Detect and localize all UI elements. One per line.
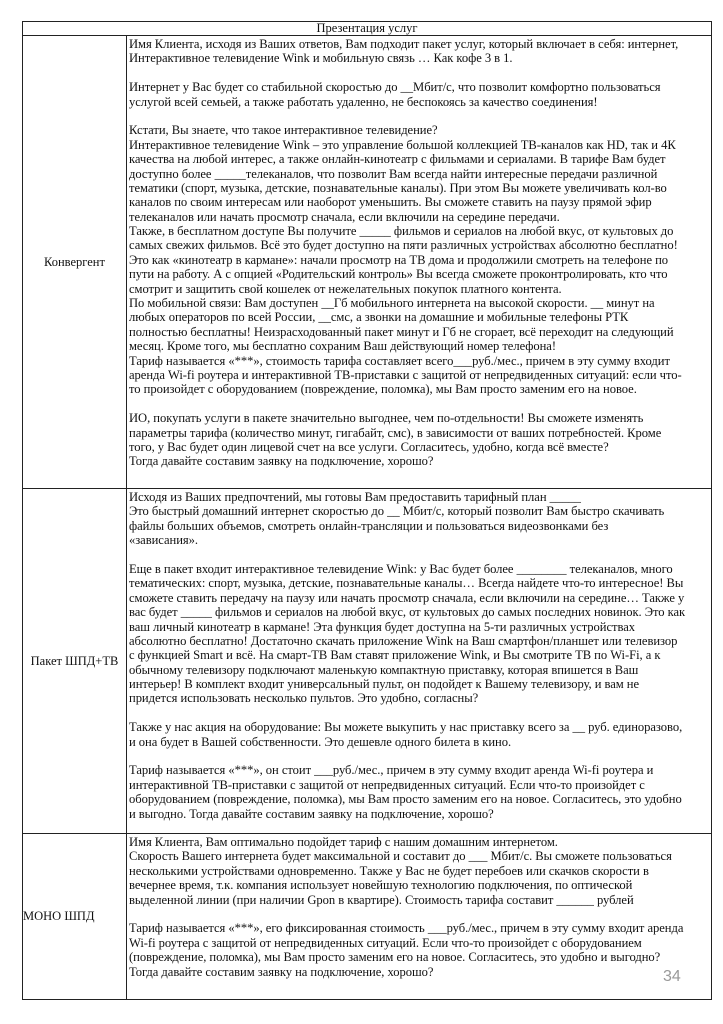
text-line: Имя Клиента, Вам оптимально подойдет тариф с нашим домашним интернетом. xyxy=(129,835,558,849)
text-line: Тариф называется «***», его фиксированная стоимость ___руб./мес., причем в эту сумму входит аренда xyxy=(129,921,684,936)
text-line: самых свежих фильмов. Всё это будет доступно на пяти различных устройствах абсолютно бесплатно! xyxy=(129,238,678,253)
text-line: По мобильной связи: Вам доступен __Гб мобильного интернета на высокой скорости. __ минут на xyxy=(129,296,655,311)
row-label: Пакет ШПД+ТВ xyxy=(23,489,127,834)
text-line: обычному телевизору подключают маленькую компактную приставку, которая впишется в Ваш xyxy=(129,662,639,677)
text-line: Это быстрый домашний интернет скоростью до __ Мбит/с, который позволит Вам быстро скачивать xyxy=(129,504,665,519)
text-line: Интерактивное телевидение Wink и мобильную связь … Как кофе 3 в 1. xyxy=(129,51,513,66)
text-line: Исходя из Ваших предпочтений, мы готовы Вам предоставить тарифный план _____ xyxy=(129,490,581,504)
text-line xyxy=(129,706,711,720)
text-line xyxy=(129,907,711,921)
text-line: каналов по своим интересам или наоборот уменьшить. Вы сможете ставить на паузу прямой эфир xyxy=(129,195,652,210)
text-line: файлы больших объемов, смотреть онлайн-трансляции и пользоваться видеозвонками без xyxy=(129,518,609,533)
table-header: Презентация услуг xyxy=(23,22,712,36)
text-line: и она будет в Вашей собственности. Это дешевле одного билета в кино. xyxy=(129,734,512,749)
text-line: Имя Клиента, исходя из Ваших ответов, Вам подходит пакет услуг, который включает в себя: интернет, xyxy=(129,37,679,51)
text-line: тематики (спорт, музыка, детские, познавательные каналы). При этом Вы можете увеличивать кол-во xyxy=(129,180,667,195)
text-line: Тогда давайте составим заявку на подключение, хорошо? xyxy=(129,454,434,469)
text-line: и выгодно. Тогда давайте составим заявку на подключение, хорошо? xyxy=(129,806,494,821)
text-line: полностью бесплатны! Неизрасходованный пакет минут и Гб не сгорает, всё переходит на следующий xyxy=(129,324,674,339)
text-line: ИО, покупать услуги в пакете значительно выгоднее, чем по-отдельности! Вы сможете изменять xyxy=(129,411,644,426)
text-line: вас будет _____ фильмов и сериалов на любой вкус, от культовых до самых последних новинок. Это как xyxy=(129,605,686,620)
text-line xyxy=(129,397,711,411)
page-number: 34 xyxy=(663,968,681,985)
text-line: Тариф называется «***», он стоит ___руб./мес., причем в эту сумму входит аренда Wi-fi роутера и xyxy=(129,763,654,778)
text-line: Тариф называется «***», стоимость тарифа составляет всего___руб./мес., причем в эту сумму входит xyxy=(129,353,670,368)
text-line: с функцией Smart и всё. На смарт-ТВ Вам ставят приложение Wink, и Вы смотрите ТВ по Wi-Fi, а к xyxy=(129,648,661,663)
text-line: интерактивной ТВ-приставки с защитой от непредвиденных ситуаций. Если что-то произойдет с xyxy=(129,777,645,792)
text-line: Также, в бесплатном доступе Вы получите _____ фильмов и сериалов на любой вкус, от культовых до xyxy=(129,224,674,239)
text-line xyxy=(129,66,711,80)
text-line: ваш личный кинотеатр в кармане! Эта функция будет доступна на 5-ти различных устройствах xyxy=(129,619,636,634)
text-line: Wi-fi роутера с защитой от непредвиденных ситуаций. Если что-то произойдет с оборудованием xyxy=(129,935,642,950)
text-line: несколькими устройствами одновременно. Также у Вас не будет перебоев или скачков скорости в xyxy=(129,863,649,878)
text-line: вечернее время, т.к. компания использует новейшую технологию подключения, по оптической xyxy=(129,878,633,893)
text-line: пути на работу. А с опцией «Родительский контроль» Вы всегда сможете проконтролировать, кто что xyxy=(129,267,668,282)
text-line: аренда Wi-fi роутера и интерактивной ТВ-приставки с защитой от непредвиденных ситуаций: если что- xyxy=(129,367,682,382)
row-text xyxy=(127,36,712,489)
text-line: качества на любой интерес, а также онлайн-кинотеатр с фильмами и сериалами. В тарифе Вам будет xyxy=(129,152,666,167)
text-line: телеканалов или начать просмотр сначала, если включили на середине передачи. xyxy=(129,209,560,224)
text-line xyxy=(129,749,711,763)
text-line: месяц. Кроме того, мы бесплатно сохраним Ваш действующий номер телефона! xyxy=(129,339,556,354)
text-line: услугой всей семьей, а также работать удаленно, не беспокоясь за качество соединения! xyxy=(129,94,598,109)
text-line: смотрит и защитить свой кошелек от нежелательных покупок платного контента. xyxy=(129,281,562,296)
text-line: придется использовать несколько пультов. Это удобно, согласны? xyxy=(129,691,479,706)
text-line: Еще в пакет входит интерактивное телевидение Wink: у Вас будет более ________ телеканалов, много xyxy=(129,561,673,576)
text-line: Интерактивное телевидение Wink – это управление большой коллекцией ТВ-каналов как HD, так и 4К xyxy=(129,137,676,152)
table-row xyxy=(23,834,712,1000)
row-text xyxy=(127,489,712,834)
text-line xyxy=(129,109,711,123)
text-line: (повреждение, поломка), мы Вам просто заменим его на новое. Согласитесь, это удобно и выгодно? xyxy=(129,950,661,965)
text-line: того, у Вас будет один лицевой счет на все услуги. Согласитесь, удобно, когда всё вместе? xyxy=(129,439,609,454)
text-line: тематических: спорт, музыка, детские, познавательные каналы… Всегда найдете что-то интересное! Вы xyxy=(129,576,684,591)
row-label: МОНО ШПД xyxy=(23,834,127,1000)
text-line: интерьер! В комплект входит универсальный пульт, он подойдет к Вашему телевизору, и вам не xyxy=(129,677,640,692)
text-line: Также у нас акция на оборудование: Вы можете выкупить у нас приставку всего за __ руб. единоразово, xyxy=(129,720,683,735)
table-row xyxy=(23,489,712,834)
text-line: параметры тарифа (количество минут, гигабайт, смс), в зависимости от ваших потребностей. Кроме xyxy=(129,425,662,440)
text-line: Скорость Вашего интернета будет максимальной и составит до ___ Мбит/с. Вы сможете пользоваться xyxy=(129,849,672,864)
text-line xyxy=(129,548,711,562)
text-line: «зависания». xyxy=(129,533,198,548)
text-line: то произойдет с оборудованием (повреждение, поломка), мы Вам просто заменим его на новое. xyxy=(129,382,637,397)
text-line: Тогда давайте составим заявку на подключение, хорошо? xyxy=(129,964,434,979)
services-table xyxy=(22,21,712,1000)
text-line: любых операторов по всей России, __смс, а звонки на домашние и мобильные телефоны РТК xyxy=(129,310,629,325)
text-line: Кстати, Вы знаете, что такое интерактивное телевидение? xyxy=(129,123,438,138)
table-row xyxy=(23,36,712,489)
row-label: Конвергент xyxy=(23,36,127,489)
text-line: Интернет у Вас будет со стабильной скоростью до __Мбит/с, что позволит комфортно пользоваться xyxy=(129,80,661,95)
text-line: абсолютно бесплатно! Достаточно скачать приложение Wink на Ваш смартфон/планшет или телевизор xyxy=(129,633,678,648)
row-text xyxy=(127,834,712,1000)
text-line: Это как «кинотеатр в кармане»: начали просмотр на ТВ дома и продолжили смотреть на телефоне по xyxy=(129,252,669,267)
text-line: оборудованием (повреждение, поломка), мы Вам просто заменим его на новое. Согласитесь, это удобно xyxy=(129,792,682,807)
text-line: сможете ставить передачу на паузу или начать просмотр сначала, если включили на середине… Также у xyxy=(129,590,685,605)
text-line: выделенной линии (при наличии Gpon в квартире). Стоимость тарифа составит ______ рублей xyxy=(129,892,634,907)
text-line: доступно более _____телеканалов, что позволит Вам всегда найти интересные передачи различной xyxy=(129,166,658,181)
